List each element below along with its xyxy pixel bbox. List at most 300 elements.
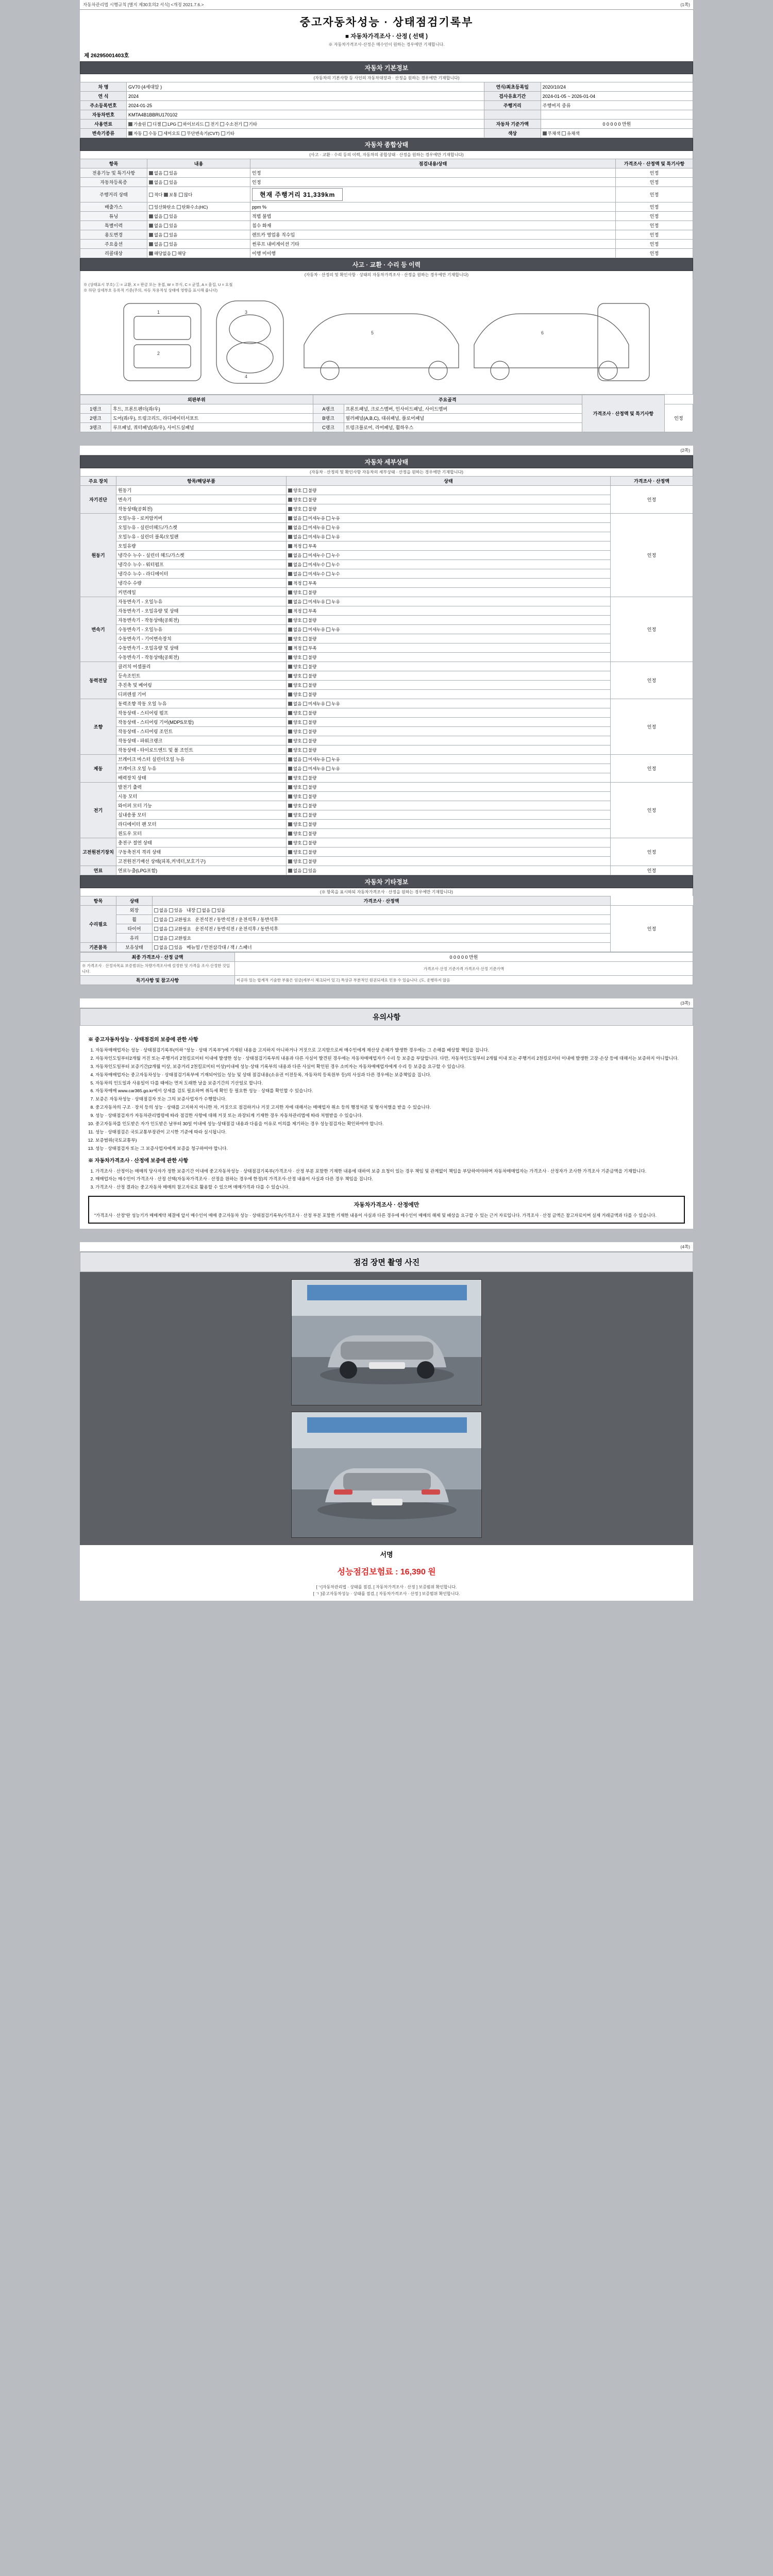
detail-option-1[interactable]: 미세누수 <box>303 562 325 567</box>
detail-options[interactable] <box>287 653 611 662</box>
etc2-option-0[interactable]: 없음 <box>197 908 210 913</box>
document-subtitle: ■ 자동차가격조사 · 산정 ( 선택 ) <box>345 33 428 40</box>
transmission-option-1[interactable]: 수동 <box>143 131 157 136</box>
detail-options[interactable] <box>287 838 611 848</box>
etc-header-2: 가격조사 · 산정액 <box>153 896 611 906</box>
transmission-option-3[interactable]: 무단변속기(CVT) <box>181 131 220 136</box>
detail-option-1[interactable]: 불량 <box>303 497 316 502</box>
remarks-text: 비공하 있는 합계적 기술한 부품은 임금(세부시 체크되어 있고) 특상규 부분적인 원권되세요 민용 수 있습니다. (도, 운행하지 않음 <box>235 976 693 985</box>
detail-option-1[interactable]: 불량 <box>303 748 316 753</box>
overall-option-2[interactable]: 많다 <box>179 192 192 197</box>
table-row <box>80 934 693 943</box>
detail-options[interactable] <box>287 708 611 718</box>
inspection-photo-rear <box>291 1412 482 1538</box>
overall-options[interactable] <box>147 187 250 202</box>
table-row <box>80 541 693 551</box>
detail-item: 등속조인트 <box>116 671 287 681</box>
detail-options[interactable] <box>287 597 611 606</box>
detail-group: 고전원전기장치 <box>80 838 116 866</box>
overall-option-1[interactable]: 해당 <box>172 251 186 256</box>
detail-options[interactable] <box>287 681 611 690</box>
detail-options[interactable] <box>287 820 611 829</box>
frame-label: 필러패널(A,B,C), 대쉬패널, 플로어패널 <box>344 414 582 423</box>
detail-option-0[interactable]: 양호 <box>288 692 301 697</box>
detail-option-0[interactable]: 없음 <box>288 553 301 558</box>
detail-item: 클러치 어셈블리 <box>116 662 287 671</box>
table-row <box>80 597 693 606</box>
detail-option-0[interactable]: 적정 <box>288 544 301 549</box>
notice-1-item: 1. 자동차매매업자는 성능 · 상태점검기록부(이하 "성능 · 상태 기록부")에 기재된 내용을 고지하지 아니하거나 거짓으로 고지함으로써 매수인에게 재산상 손해가 발생한 경우에는 그 손해를 배상할 책임을 집니다. <box>95 1047 685 1054</box>
detail-option-1[interactable]: 미세누유 <box>303 599 325 604</box>
detail-option-1[interactable]: 미세누유 <box>303 525 325 530</box>
detail-option-0[interactable]: 양호 <box>288 775 301 781</box>
etc-options[interactable]: 없음 교환필요 운전석전 / 동반석전 / 운전석후 / 동반석후 <box>153 924 611 934</box>
detail-options[interactable] <box>287 504 611 514</box>
detail-header-3: 가격조사 · 산정액 <box>611 477 693 486</box>
color-option-0[interactable]: 무채색 <box>543 131 561 136</box>
detail-group: 제동 <box>80 755 116 783</box>
detail-option-2[interactable]: 누유 <box>326 534 340 539</box>
overall-options[interactable] <box>147 249 250 258</box>
overall-options[interactable] <box>147 240 250 249</box>
detail-option-1[interactable]: 불량 <box>303 655 316 660</box>
basic-value-a: GV70 (4세대알 ) <box>127 82 484 92</box>
etc-options[interactable] <box>153 934 611 943</box>
detail-option-0[interactable]: 양호 <box>288 506 301 512</box>
detail-option-2[interactable]: 누유 <box>326 627 340 632</box>
detail-option-0[interactable]: 양호 <box>288 710 301 716</box>
overall-option-0[interactable]: 없음 <box>149 242 162 247</box>
detail-option-2[interactable]: 누유 <box>326 599 340 604</box>
table-row <box>80 230 693 240</box>
detail-options[interactable] <box>287 829 611 838</box>
detail-options[interactable] <box>287 662 611 671</box>
detail-options[interactable] <box>287 606 611 616</box>
detail-option-0[interactable]: 양호 <box>288 748 301 753</box>
overall-price: 인정 <box>616 168 693 178</box>
detail-option-0[interactable]: 없음 <box>288 571 301 577</box>
overall-detail: 인정 <box>250 178 616 187</box>
etc-item: 휠 <box>116 915 153 924</box>
basic-value-b: 2024-01-05 ~ 2026-01-04 <box>541 92 693 101</box>
fuel-option-1[interactable]: 디젤 <box>147 122 161 127</box>
detail-options[interactable] <box>287 764 611 773</box>
detail-item: 냉각수 누수 - 워터펌프 <box>116 560 287 569</box>
detail-option-0[interactable]: 양호 <box>288 636 301 641</box>
overall-option-1[interactable]: 있음 <box>164 232 177 238</box>
overall-option-1[interactable]: 보통 <box>164 192 177 197</box>
notice-1-item: 9. 성능 · 상태점검자가 자동차관리법령에 따라 점검한 사항에 대해 거짓 또는 과장되게 기재한 경우 자동차관리법에 따라 처벌받을 수 있습니다. <box>95 1112 685 1119</box>
detail-option-0[interactable]: 양호 <box>288 794 301 799</box>
detail-options[interactable] <box>287 848 611 857</box>
detail-option-1[interactable]: 미세누유 <box>303 757 325 762</box>
detail-options[interactable] <box>287 857 611 866</box>
form-legal-ref: 자동차관리법 시행규칙 [별지 제30호의2 서식] <개정 2021.7.6.> <box>83 2 204 7</box>
table-row <box>80 829 693 838</box>
fuel-option-2[interactable]: LPG <box>162 122 176 127</box>
detail-price: 인정 <box>611 838 693 866</box>
detail-options[interactable] <box>287 634 611 643</box>
etc-option-0[interactable]: 없음 <box>154 936 167 941</box>
table-row <box>80 249 693 258</box>
detail-option-0[interactable]: 없음 <box>288 627 301 632</box>
page-number-1: (1쪽) <box>680 2 690 7</box>
detail-option-0[interactable]: 양호 <box>288 840 301 845</box>
detail-option-0[interactable]: 양호 <box>288 729 301 734</box>
detail-option-0[interactable]: 양호 <box>288 655 301 660</box>
total-table <box>80 952 693 985</box>
car-diagram-svg <box>113 293 660 391</box>
detail-option-0[interactable]: 양호 <box>288 822 301 827</box>
detail-option-0[interactable]: 양호 <box>288 738 301 743</box>
overall-option-0[interactable]: 없음 <box>149 232 162 238</box>
insurance-value: 0 0 0 0 0 만원 <box>541 120 693 129</box>
detail-item: 작동상태 - 스티어링 조인트 <box>116 727 287 736</box>
detail-options[interactable] <box>287 773 611 783</box>
table-row <box>80 783 693 792</box>
overall-option-0[interactable]: 없음 <box>149 214 162 219</box>
overall-item: 리콜대상 <box>80 249 147 258</box>
detail-option-0[interactable]: 양호 <box>288 673 301 679</box>
table-row <box>80 810 693 820</box>
fuel-option-3[interactable]: 하이브리드 <box>178 122 204 127</box>
footer-notes <box>80 1582 693 1601</box>
detail-option-0[interactable]: 적정 <box>288 646 301 651</box>
table-row <box>80 523 693 532</box>
overall-header-2: 점검내용/상태 <box>250 159 616 168</box>
overall-detail: 렌트카 영업용 직수입 <box>250 230 616 240</box>
etc-option-1[interactable]: 있음 <box>169 908 182 913</box>
detail-options[interactable] <box>287 495 611 504</box>
page-2 <box>80 446 693 985</box>
detail-item: 와이퍼 모터 기능 <box>116 801 287 810</box>
overall-options[interactable] <box>147 178 250 187</box>
detail-option-1[interactable]: 불량 <box>303 729 316 734</box>
detail-option-1[interactable]: 부족 <box>303 646 316 651</box>
detail-options[interactable] <box>287 541 611 551</box>
detail-options[interactable] <box>287 625 611 634</box>
detail-options[interactable] <box>287 718 611 727</box>
table-row <box>80 792 693 801</box>
etc-options[interactable]: 없음 교환필요 운전석전 / 동반석전 / 운전석후 / 동반석후 <box>153 915 611 924</box>
basic-value-a: 2024 <box>127 92 484 101</box>
fuel-option-0[interactable]: 가솔린 <box>128 122 146 127</box>
overall-options[interactable] <box>147 168 250 178</box>
detail-option-1[interactable]: 부족 <box>303 544 316 549</box>
overall-detail: 이행 미이행 <box>250 249 616 258</box>
basic-row <box>80 92 693 101</box>
total-label: 최종 가격조사 · 산정 금액 <box>80 953 235 962</box>
detail-option-0[interactable]: 양호 <box>288 590 301 595</box>
detail-option-2[interactable]: 누수 <box>326 553 340 558</box>
detail-option-1[interactable]: 불량 <box>303 618 316 623</box>
overall-options[interactable] <box>147 221 250 230</box>
detail-option-0[interactable]: 없음 <box>288 534 301 539</box>
section-overall-note: (사고 · 교환 · 수리 등의 이력, 자동차의 종합상태 · 산정을 원하는 경우에만 기재합니다) <box>80 151 693 159</box>
detail-option-0[interactable]: 양호 <box>288 683 301 688</box>
detail-option-1[interactable]: 미세누유 <box>303 766 325 771</box>
detail-price: 인정 <box>611 783 693 838</box>
transmission-option-2[interactable]: 세미오토 <box>158 131 180 136</box>
detail-option-1[interactable]: 미세누유 <box>303 534 325 539</box>
etc-option-0[interactable]: 없음 <box>154 917 167 922</box>
detail-option-0[interactable]: 없음 <box>288 868 301 873</box>
detail-item: 윈도우 모터 <box>116 829 287 838</box>
detail-option-1[interactable]: 불량 <box>303 812 316 818</box>
color-options[interactable] <box>541 129 693 138</box>
overall-option-0[interactable]: 없음 <box>149 180 162 185</box>
detail-option-2[interactable]: 누수 <box>326 562 340 567</box>
overall-option-0[interactable]: 없음 <box>149 171 162 176</box>
detail-item: 냉각수 누수 - 실린더 헤드/가스켓 <box>116 551 287 560</box>
detail-options[interactable] <box>287 643 611 653</box>
detail-option-1[interactable]: 불량 <box>303 692 316 697</box>
detail-item: 연료누출(LPG포함) <box>116 866 287 875</box>
detail-option-0[interactable]: 양호 <box>288 859 301 864</box>
detail-option-1[interactable]: 불량 <box>303 720 316 725</box>
detail-option-1[interactable]: 부족 <box>303 581 316 586</box>
accident-parts-table <box>80 395 693 432</box>
overall-option-0[interactable]: 적다 <box>149 192 162 197</box>
detail-option-1[interactable]: 불량 <box>303 506 316 512</box>
overall-option-1[interactable]: 탄화수소(HC) <box>177 205 208 210</box>
overall-option-0[interactable]: 없음 <box>149 223 162 228</box>
overall-detail: 인정 <box>250 168 616 178</box>
detail-options[interactable] <box>287 783 611 792</box>
detail-option-0[interactable]: 양호 <box>288 488 301 493</box>
basic-value-b: 주행여지 중류 <box>541 101 693 110</box>
detail-option-1[interactable]: 불량 <box>303 488 316 493</box>
table-row <box>80 671 693 681</box>
overall-option-0[interactable]: 해당없음 <box>149 251 171 256</box>
detail-option-0[interactable]: 없음 <box>288 516 301 521</box>
detail-options[interactable] <box>287 514 611 523</box>
signature-label: 서명 <box>380 1551 393 1559</box>
document-subtitle-note: ※ 자동차가격조사·산정은 매수인이 원하는 경우에만 기재합니다. <box>328 42 445 47</box>
detail-option-0[interactable]: 없음 <box>288 525 301 530</box>
detail-option-1[interactable]: 불량 <box>303 673 316 679</box>
etc-options[interactable]: 없음 있음 메뉴얼 / 안전삼각대 / 잭 / 스패너 <box>153 943 611 952</box>
table-row <box>80 212 693 221</box>
etc-option-0[interactable]: 없음 <box>154 926 167 931</box>
table-row <box>80 551 693 560</box>
notice-1-item: 11. 성능 · 상태점검은 국토교통부장관이 고시한 기준에 따라 실시됩니다. <box>95 1129 685 1136</box>
detail-option-1[interactable]: 불량 <box>303 738 316 743</box>
detail-options[interactable] <box>287 523 611 532</box>
detail-option-0[interactable]: 양호 <box>288 664 301 669</box>
detail-option-1[interactable]: 불량 <box>303 664 316 669</box>
detail-option-1[interactable]: 미세누유 <box>303 627 325 632</box>
table-row <box>80 943 693 952</box>
notice-1-item: 6. 자동차매매 www.car365.go.kr에서 상세를 검토 필요하며 취득세 확인 등 필요한 성능 · 상태를 확인할 수 있습니다. <box>95 1088 685 1094</box>
overall-item: 자동차등록증 <box>80 178 147 187</box>
detail-option-1[interactable]: 불량 <box>303 859 316 864</box>
table-row <box>80 857 693 866</box>
detail-option-0[interactable]: 없음 <box>288 599 301 604</box>
etc-group: 수리필요 <box>80 906 116 943</box>
detail-option-1[interactable]: 불량 <box>303 840 316 845</box>
etc-options[interactable]: 없음 있음 내장 없음 있음 <box>153 906 611 915</box>
detail-option-0[interactable]: 적정 <box>288 581 301 586</box>
overall-option-1[interactable]: 있음 <box>164 223 177 228</box>
detail-option-2[interactable]: 누유 <box>326 766 340 771</box>
etc2-option-1[interactable]: 있음 <box>212 908 225 913</box>
detail-item: 자동변속기 - 오일유량 및 상태 <box>116 606 287 616</box>
etc-option-0[interactable]: 없음 <box>154 908 167 913</box>
detail-option-1[interactable]: 불량 <box>303 794 316 799</box>
overall-options[interactable] <box>147 230 250 240</box>
basic-label-a: 자동차번호 <box>80 110 127 120</box>
fuel-option-5[interactable]: 수소전기 <box>220 122 242 127</box>
etc-option-1[interactable]: 교환필요 <box>169 926 191 931</box>
detail-options[interactable] <box>287 699 611 708</box>
overall-option-1[interactable]: 있음 <box>164 214 177 219</box>
detail-options[interactable] <box>287 810 611 820</box>
detail-group: 자기진단 <box>80 486 116 514</box>
detail-options[interactable] <box>287 560 611 569</box>
detail-option-2[interactable]: 누유 <box>326 516 340 521</box>
color-option-1[interactable]: 유채색 <box>562 131 580 136</box>
part-label: 루프패널, 쿼터패널(좌/우), 사이드실패널 <box>111 423 313 432</box>
detail-options[interactable] <box>287 588 611 597</box>
notice-2-item: 3. 가격조사 · 산정 결과는 중고자동차 매매의 참고자료로 활용할 수 있으며 매매가격과 다를 수 있습니다. <box>95 1184 685 1191</box>
table-row <box>80 906 693 915</box>
detail-options[interactable] <box>287 745 611 755</box>
etc-option-1[interactable]: 교환필요 <box>169 936 191 941</box>
detail-option-0[interactable]: 양호 <box>288 497 301 502</box>
detail-option-1[interactable]: 불량 <box>303 683 316 688</box>
detail-option-1[interactable]: 불량 <box>303 822 316 827</box>
detail-options[interactable] <box>287 736 611 745</box>
detail-options[interactable] <box>287 616 611 625</box>
detail-option-0[interactable]: 없음 <box>288 701 301 706</box>
detail-options[interactable] <box>287 727 611 736</box>
detail-item: 오일누유 - 실린더 블록/오일팬 <box>116 532 287 541</box>
detail-option-1[interactable]: 불량 <box>303 636 316 641</box>
overall-option-1[interactable]: 있음 <box>164 242 177 247</box>
detail-options[interactable] <box>287 486 611 495</box>
etc-option-1[interactable]: 교환필요 <box>169 917 191 922</box>
detail-option-2[interactable]: 누유 <box>326 757 340 762</box>
detail-option-0[interactable]: 양호 <box>288 850 301 855</box>
basic-row <box>80 101 693 110</box>
detail-options[interactable] <box>287 755 611 764</box>
page2-topnote <box>80 446 693 455</box>
etc-option-0[interactable]: 없음 <box>154 945 167 950</box>
overall-price: 인정 <box>616 212 693 221</box>
detail-option-1[interactable]: 미세누수 <box>303 553 325 558</box>
table-row <box>80 616 693 625</box>
detail-option-1[interactable]: 불량 <box>303 590 316 595</box>
overall-options[interactable] <box>147 212 250 221</box>
table-row <box>80 915 693 924</box>
overall-detail: 적법 불법 <box>250 212 616 221</box>
detail-options[interactable] <box>287 690 611 699</box>
overall-option-1[interactable]: 있음 <box>164 180 177 185</box>
fuel-option-4[interactable]: 전기 <box>205 122 219 127</box>
detail-option-1[interactable]: 불량 <box>303 831 316 836</box>
detail-options[interactable] <box>287 532 611 541</box>
detail-options[interactable] <box>287 579 611 588</box>
fuel-option-6[interactable]: 기타 <box>244 122 257 127</box>
overall-option-1[interactable]: 있음 <box>164 171 177 176</box>
detail-item: 오일누유 - 실린더헤드/가스켓 <box>116 523 287 532</box>
notice-2-item: 1. 가격조사 · 산정이는 매매의 당사자가 정한 보증기간 이내에 중고자동차성능 · 상태점검기록부(가격조사 · 산정 부분 포함한 기재한 내용에 대하여 보증 요청이 있는 경우 책임 및 관계없이 책임을 부담하여야하며 자동차매매업자는 가격조사 · 산정자가 조사한 가격조사 기준금액을 기재합니다. <box>95 1168 685 1175</box>
transmission-option-0[interactable]: 자동 <box>128 131 142 136</box>
etc-option-1[interactable]: 있음 <box>169 945 182 950</box>
detail-option-0[interactable]: 양호 <box>288 831 301 836</box>
overall-options[interactable] <box>147 202 250 212</box>
transmission-options[interactable] <box>127 129 484 138</box>
detail-option-0[interactable]: 적정 <box>288 608 301 614</box>
detail-option-0[interactable]: 없음 <box>288 562 301 567</box>
detail-option-0[interactable]: 없음 <box>288 766 301 771</box>
detail-options[interactable] <box>287 792 611 801</box>
detail-option-1[interactable]: 있음 <box>303 868 316 873</box>
detail-option-1[interactable]: 미세누유 <box>303 701 325 706</box>
detail-options[interactable] <box>287 551 611 560</box>
fuel-options[interactable] <box>127 120 484 129</box>
detail-options[interactable] <box>287 866 611 875</box>
detail-option-1[interactable]: 미세누유 <box>303 516 325 521</box>
overall-table <box>80 159 693 258</box>
overall-detail: 썬루프 내비게이션 기타 <box>250 240 616 249</box>
detail-option-2[interactable]: 누유 <box>326 701 340 706</box>
table-row <box>80 514 693 523</box>
detail-option-1[interactable]: 불량 <box>303 710 316 716</box>
detail-options[interactable] <box>287 801 611 810</box>
accident-result-label: 가격조사 · 산정액 및 특기사항 <box>582 395 664 432</box>
detail-options[interactable] <box>287 671 611 681</box>
detail-option-1[interactable]: 불량 <box>303 785 316 790</box>
form-topnote <box>80 0 693 10</box>
section-accident-title: 사고 · 교환 · 수리 등 이력 <box>80 258 693 271</box>
detail-option-2[interactable]: 누유 <box>326 525 340 530</box>
overall-item: 전용기능 및 특기사항 <box>80 168 147 178</box>
detail-option-0[interactable]: 양호 <box>288 618 301 623</box>
overall-option-0[interactable]: 일산화탄소 <box>149 205 175 210</box>
basic-label-a: 차 명 <box>80 82 127 92</box>
detail-option-0[interactable]: 양호 <box>288 812 301 818</box>
table-row <box>80 202 693 212</box>
detail-option-0[interactable]: 양호 <box>288 720 301 725</box>
detail-item: 작동상태(공회전) <box>116 504 287 514</box>
table-row <box>80 495 693 504</box>
detail-option-2[interactable]: 누수 <box>326 571 340 577</box>
inspection-fee-value: 16,390 원 <box>400 1568 436 1577</box>
basic-label-b: 주행거리 <box>484 101 541 110</box>
transmission-option-4[interactable]: 기타 <box>221 131 234 136</box>
page3-topnote <box>80 998 693 1008</box>
detail-option-1[interactable]: 미세누수 <box>303 571 325 577</box>
detail-option-1[interactable]: 불량 <box>303 775 316 781</box>
detail-option-1[interactable]: 부족 <box>303 608 316 614</box>
detail-option-0[interactable]: 양호 <box>288 803 301 808</box>
detail-item: 커먼레일 <box>116 588 287 597</box>
section-etc-title: 자동차 기타정보 <box>80 875 693 888</box>
basic-value-a: 2024-01-25 <box>127 101 484 110</box>
document-header <box>80 10 693 49</box>
detail-option-1[interactable]: 불량 <box>303 850 316 855</box>
detail-option-1[interactable]: 불량 <box>303 803 316 808</box>
detail-header-1: 항목/해당부품 <box>116 477 287 486</box>
overall-header-3: 가격조사 · 산정액 및 특기사항 <box>616 159 693 168</box>
accident-frame-header: 주요골격 <box>313 395 582 404</box>
detail-option-0[interactable]: 양호 <box>288 785 301 790</box>
detail-options[interactable] <box>287 569 611 579</box>
detail-option-0[interactable]: 없음 <box>288 757 301 762</box>
detail-header-2: 상태 <box>287 477 611 486</box>
